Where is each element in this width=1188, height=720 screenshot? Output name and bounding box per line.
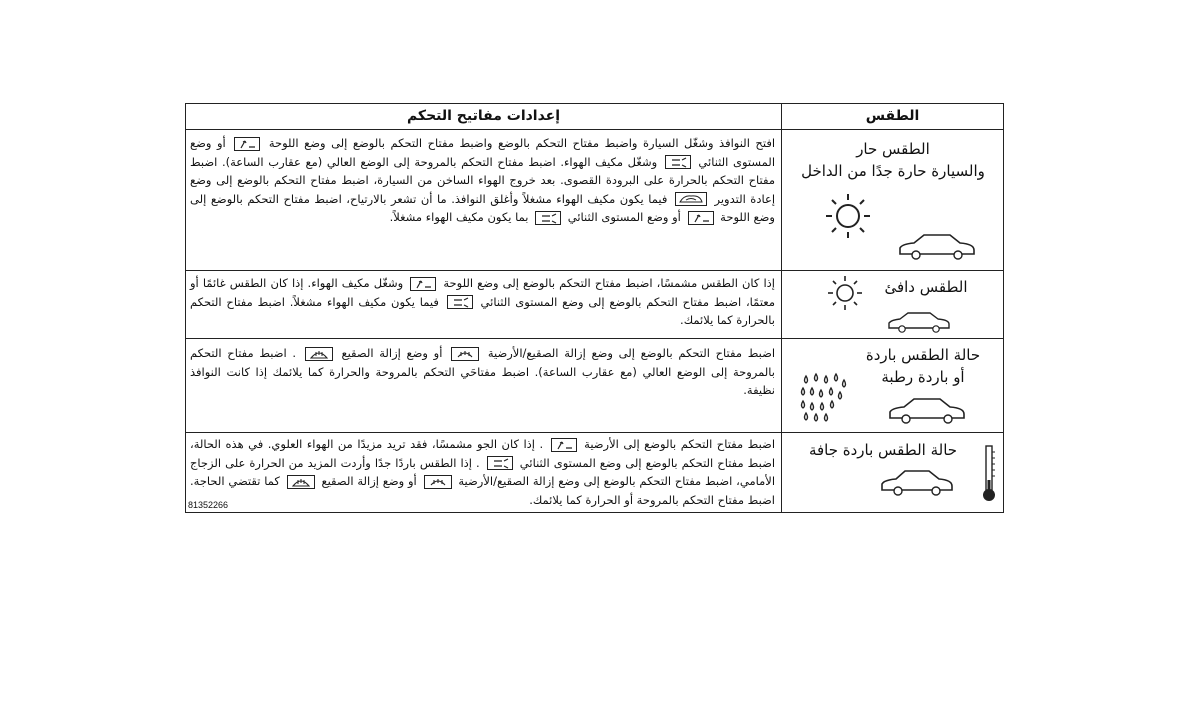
weather-label-line: الطقس دافئ [884,278,968,296]
text-part: افتح النوافذ وشغّل السيارة واضبط مفتاح التحكم بالوضع واضبط مفتاح التحكم بالوضع إلى وضع اللوحة [268,136,776,150]
weather-label-cold-dry [798,439,968,461]
car-icon [878,468,956,498]
row-warm-text [190,274,775,330]
row-hot-text [190,134,775,227]
sun-icon [826,274,864,312]
text-part: أو وضع المستوى الثنائي [190,136,776,169]
header-settings: إعدادات مفاتيح التحكم [406,108,561,124]
bilevel-mode-icon [535,211,561,225]
panel-mode-icon [234,137,260,151]
text-part: . إذا الطقس باردًا جدًا وأردت المزيد من الحرارة على الزجاج الأمامي، اضبط مفتاح التحكم بالوضع إلى وضع إزالة الصقيع/الأرضية [190,455,776,488]
row-cold-damp-text [190,344,775,400]
text-part: فيما يكون مكيف الهواء مشغلاً وأغلق النوافذ. ما أن تشعر بالارتياح، اضبط مفتاح التحكم بالوضع إلى وضع اللوحة [190,191,775,224]
text-part: وشغّل مكيف الهواء. اضبط مفتاح التحكم بالمروحة إلى الوضع العالي (مع عقارب الساعة). اضبط مفتاح التحكم بالحرارة على البرودة القصوى. بعد خروج الهواء الساخن من السيارة، اضبط مفتاح التحكم بالوضع إلى وضع إعادة التدوير [190,154,776,206]
floor-mode-icon [551,438,577,452]
text-part: اضبط مفتاح التحكم بالوضع إلى وضع إزالة الصقيع/الأرضية [487,346,776,360]
text-part: فيما يكون مكيف الهواء مشغلاً. اضبط مفتاح التحكم بالحرارة كما يلائمك. [190,294,775,327]
text-part: أو وضع إزالة الصقيع [341,346,443,360]
document-id: 81352266 [188,500,229,510]
text-part: . إذا كان الجو مشمسًا، فقد تريد مزيدًا من الهواء العلوي. في هذه الحالة، اضبط مفتاح التحكم بالوضع إلى وضع المستوى الثنائي [190,437,776,470]
car-icon [886,396,968,426]
bilevel-mode-icon [487,456,513,470]
bilevel-mode-icon [665,155,691,169]
weather-label-line: أو باردة رطبة [881,368,965,386]
row-divider [186,432,1003,433]
sun-icon [824,192,874,240]
header-weather: الطقس [865,108,920,124]
bilevel-mode-icon [447,295,473,309]
text-part: إذا كان الطقس مشمسًا، اضبط مفتاح التحكم بالوضع إلى وضع اللوحة [443,276,775,290]
weather-label-line: الطقس حار [856,140,930,158]
thermometer-icon [979,444,999,504]
recirculation-icon [675,192,707,206]
weather-label-line: والسيارة حارة جدًا من الداخل [801,162,985,180]
text-part: وشغّل مكيف الهواء. إذا كان الطقس غائمًا أو معتمًا، اضبط مفتاح التحكم بالوضع إلى وضع المستوى الثنائي [190,276,776,309]
panel-mode-icon [410,277,436,291]
defrost-floor-icon [451,347,479,361]
column-divider [781,104,782,512]
weather-label-warm [876,276,976,298]
weather-label-line: حالة الطقس باردة جافة [808,441,958,459]
text-part: أو وضع إزالة الصقيع [321,474,417,488]
text-part: كما تقتضي الحاجة. اضبط مفتاح التحكم بالمروحة أو الحرارة كما يلائمك. [190,474,775,507]
car-icon [896,232,978,262]
text-part: بما يكون مكيف الهواء مشغلاً. [389,210,529,224]
climate-settings-table [185,103,1004,513]
row-divider [186,270,1003,271]
row-divider [186,338,1003,339]
rain-drops-icon [798,372,848,424]
row-cold-dry-text [190,435,775,509]
defrost-icon [287,475,315,489]
row-divider [186,129,1003,130]
weather-label-hot [784,138,1002,182]
text-part: أو وضع المستوى الثنائي [567,210,681,224]
weather-label-line: حالة الطقس باردة [865,346,981,364]
defrost-icon [305,347,333,361]
text-part: . اضبط مفتاح التحكم بالمروحة إلى الوضع العالي (مع عقارب الساعة). اضبط مفتاحَي التحكم بالمروحة والحرارة كما يلائمك إذا كانت النوافذ نظيفة. [190,346,775,397]
car-icon [886,310,952,334]
text-part: اضبط مفتاح التحكم بالوضع إلى الأرضية [584,437,776,451]
panel-mode-icon [688,211,714,225]
defrost-floor-icon [424,475,452,489]
